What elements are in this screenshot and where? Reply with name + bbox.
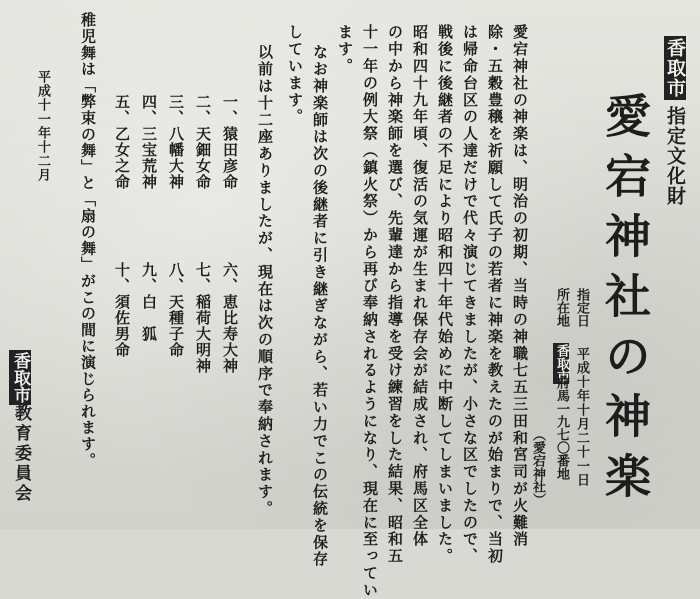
closing-line: 稚児舞は「弊束の舞」と「扇の舞」がこの間に演じられます。 [79, 12, 97, 469]
dance-item: 七、稲荷大明神 [194, 262, 212, 374]
body-line: なお神楽師は次の後継者に引き継ぎながら、若い力でこの伝統を保存 [311, 44, 329, 568]
dance-item: 一、猿田彦命 [221, 94, 239, 190]
issue-date: 平成十一年十二月 [35, 70, 50, 182]
board-name: 教育委員会 [11, 404, 31, 504]
body-line: しています。 [286, 24, 304, 126]
dance-item: 五、乙女之命 [113, 94, 131, 190]
body-line: の中から神楽師を選び、先輩達から指導を受け練習をした結果、昭和五 [386, 24, 404, 565]
body-line: 十一年の例大祭（鎮火祭）から再び奉納されるようになり、現在に至ってい [361, 24, 379, 599]
body-line: ます。 [336, 24, 354, 75]
dance-item: 三、八幡大神 [167, 94, 185, 190]
designation-date-value: 平成十年十月二十一日 [574, 347, 589, 487]
dance-item: 十、須佐男命 [113, 262, 131, 358]
body-line: は帰命台区の人達だけで代々演じてきましたが、小さな区でしたので、 [461, 24, 479, 565]
designation-date-label: 指定日 [574, 288, 589, 327]
location-address: 府馬一九七〇番地 [554, 376, 569, 480]
body-line: 昭和四十九年頃、復活の気運が生まれ保存会が結成され、府馬区全体 [411, 24, 429, 548]
dance-item: 四、三宝荒神 [140, 94, 158, 190]
location-city-stamp: 香取市 [554, 344, 569, 383]
body-line: 以前は十二座ありましたが、現在は次の順序で奉納されます。 [256, 44, 274, 518]
page-title: 愛宕神社の神楽 [598, 92, 652, 512]
body-line: 除・五穀豊穣を祈願して氏子の若者に神楽を教えたのが始まりで、当初 [486, 24, 504, 565]
city-stamp: 香取市 [664, 38, 686, 98]
designation-label: 指定文化財 [664, 106, 686, 206]
board-city-stamp: 香取市 [10, 352, 30, 403]
dance-item: 八、天種子命 [167, 262, 185, 358]
body-line: 愛宕神社の神楽は、明治の初期、当時の神職七五三田和宮司が火難消 [511, 24, 529, 548]
dance-item: 九、白 狐 [140, 262, 158, 342]
body-line: 戦後に後継者の不足により昭和四十年代始めに中断してしまいました。 [436, 24, 454, 565]
dance-item: 六、恵比寿大神 [221, 262, 239, 374]
location-shrine: （愛宕神社） [530, 428, 545, 506]
location-label: 所在地 [554, 288, 569, 327]
dance-item: 二、天鈿女命 [194, 94, 212, 190]
